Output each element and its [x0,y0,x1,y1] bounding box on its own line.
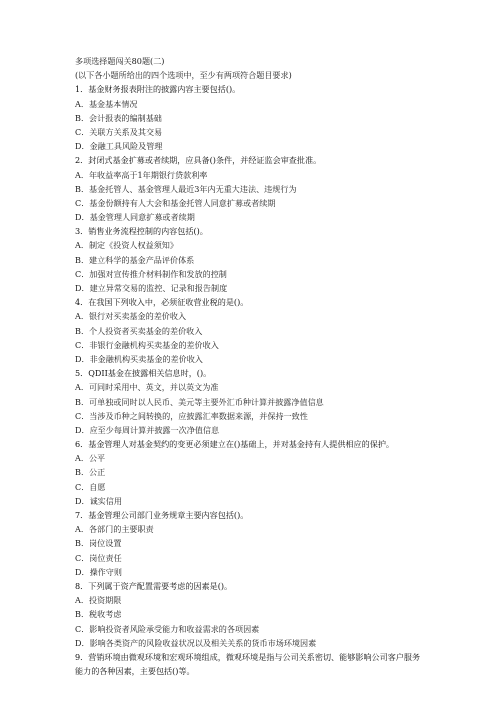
question-stem: 5．QDII基金在披露相关信息时，()。 [75,368,212,379]
question-stem: 2．封闭式基金扩募或者续期，应具备()条件，并经证监会审查批准。 [75,155,322,166]
question-stem: 3．销售业务流程控制的内容包括()。 [75,226,208,237]
question-block [75,437,425,508]
option-b: B．公正 [75,467,106,478]
question-stem: 1．基金财务报表附注的披露内容主要包括()。 [75,84,241,95]
question-block [75,366,425,437]
question-block [75,224,425,295]
option-c: C．加强对宣传推介材料制作和发放的控制 [75,268,227,279]
option-a: A．基金基本情况 [75,98,138,109]
question-stem: 4．在我国下列收入中，必须征收营业税的是()。 [75,297,249,308]
option-d: D．非金融机构买卖基金的差价收入 [75,353,203,364]
option-d: D．金融工具风险及管理 [75,141,163,152]
option-c: C．自愿 [75,481,106,492]
option-a: A．公平 [75,453,106,464]
option-d: D．建立异常交易的监控、记录和报告制度 [75,283,228,293]
option-b: B．岗位设置 [75,538,122,549]
option-b: B．税收考虑 [75,609,122,620]
option-a: A．银行对买卖基金的差价收入 [75,311,187,322]
option-d: D．诚实信用 [75,495,122,506]
option-b: B．建立科学的基金产品评价体系 [75,254,195,265]
document-title: 多项选择题闯关80题(二) [75,56,165,66]
question-stem-last: 9．营销环境由微观环境和宏观环境组成，微观环境是指与公司关系密切、能够影响公司客户服务能力的各种因素，主要包括()等。 [75,651,421,677]
option-a: A．可同时采用中、英文，并以英文为准 [75,382,219,393]
question-stem: 7．基金管理公司部门业务规章主要内容包括()。 [75,510,249,520]
option-c: C．关联方关系及其交易 [75,126,163,137]
question-stem: 6．基金管理人对基金契约的变更必须建立在()基础上，并对基金持有人提供相应的保护。 [75,439,395,450]
option-c: C．当涉及币种之间转换的，应披露汇率数据来源，并保持一致性 [75,410,308,421]
option-b: B．会计报表的编制基础 [75,112,162,123]
question-block [75,295,425,366]
option-d: D．应至少每周计算并披露一次净值信息 [75,424,220,435]
instruction-text: (以下各小题所给出的四个选项中，至少有两项符合题目要求) [75,70,292,81]
option-c: C．岗位责任 [75,552,122,563]
option-b: B．可单独或同时以人民币、美元等主要外汇币种计算并披露净值信息 [75,396,324,407]
option-a: A．年收益率高于1年期银行贷款利率 [75,169,208,180]
option-c: C．影响投资者风险承受能力和收益需求的各项因素 [75,623,260,634]
option-c: C．基金份额持有人大会和基金托管人同意扩募或者续期 [75,197,276,208]
option-b: B．基金托管人、基金管理人最近3年内无重大违法、违规行为 [75,183,297,194]
option-d: D．操作守则 [75,566,122,577]
option-a: A．各部门的主要职责 [75,524,154,535]
option-b: B．个人投资者买卖基金的差价收入 [75,325,203,336]
option-c: C．非银行金融机构买卖基金的差价收入 [75,339,219,350]
question-block [75,153,425,224]
option-d: D．影响各类资产的风险收益状况以及相关关系的货币市场环境因素 [75,637,317,648]
question-stem: 8．下列属于资产配置需要考虑的因素是()。 [75,580,233,591]
question-block [75,82,425,153]
option-a: A．投资期限 [75,595,122,606]
document-body [75,54,425,678]
question-block [75,508,425,579]
question-block [75,579,425,650]
option-d: D．基金管理人同意扩募或者续期 [75,212,195,223]
option-a: A．制定《投资人权益须知》 [75,240,178,251]
